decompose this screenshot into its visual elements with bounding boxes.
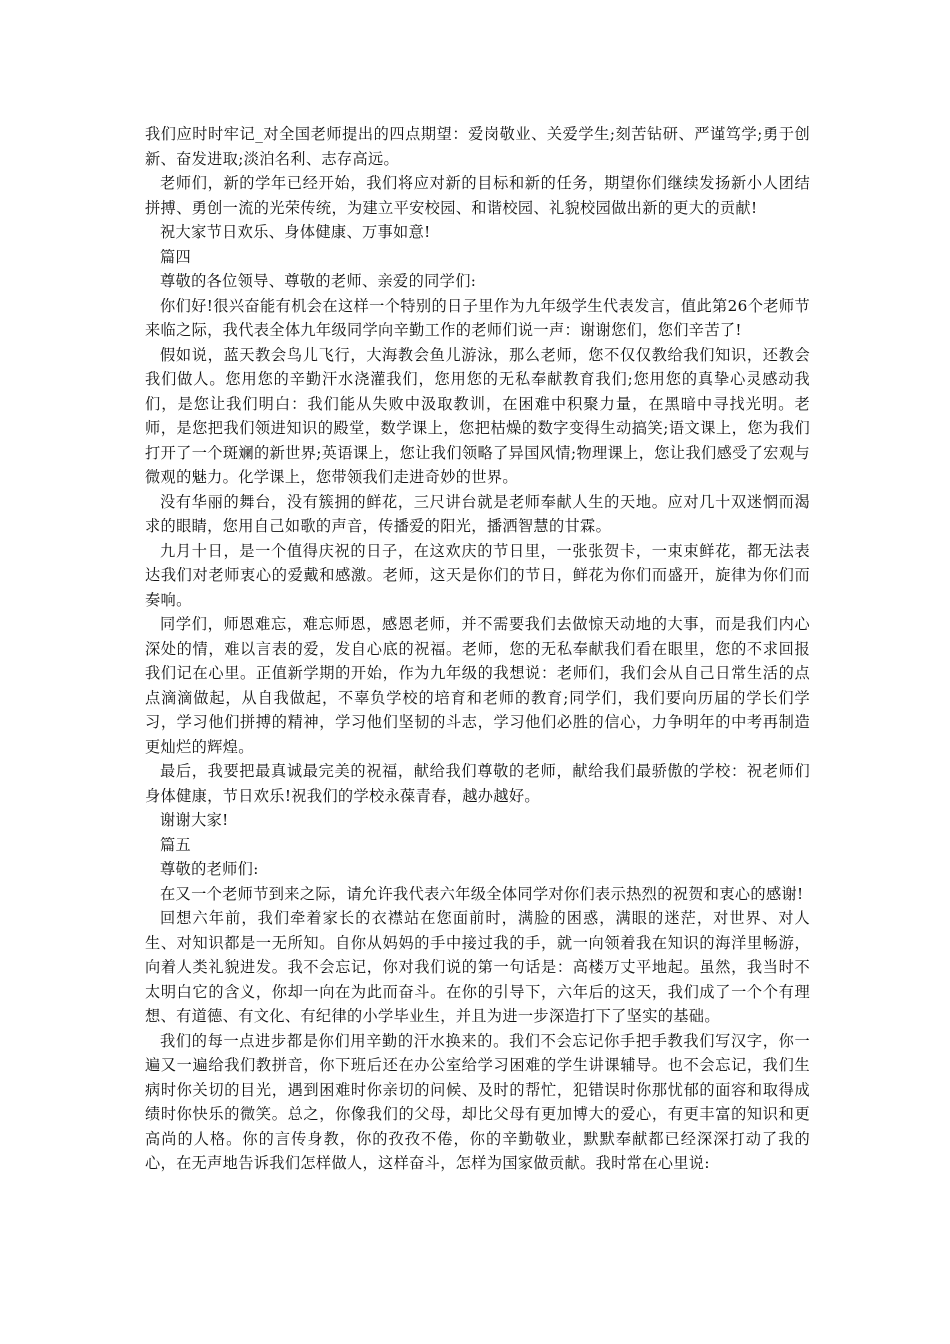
paragraph: 没有华丽的舞台，没有簇拥的鲜花，三尺讲台就是老师奉献人生的天地。应对几十双迷惘而渴求的眼睛，您用自己如歌的声音，传播爱的阳光，播洒智慧的甘霖。 <box>145 492 810 535</box>
paragraph: 九月十日，是一个值得庆祝的日子，在这欢庆的节日里，一张张贺卡，一束束鲜花，都无法表达我们对老师衷心的爱戴和感激。老师，这天是你们的节日，鲜花为你们而盛开，旋律为你们而奏响。 <box>145 541 810 609</box>
paragraph: 我们的每一点进步都是你们用辛勤的汗水换来的。我们不会忘记你手把手教我们写汉字，你一遍又一遍给我们教拼音，你下班后还在办公室给学习困难的学生讲课辅导。也不会忘记，我们生病时你关切的目光，遇到困难时你亲切的问候、及时的帮忙，犯错误时你那忧郁的面容和取得成绩时你快乐的微笑。总之，你像我们的父母，却比父母有更加博大的爱心，有更丰富的知识和更高尚的人格。你的言传身教，你的孜孜不倦，你的辛勤敬业，默默奉献都已经深深打动了我的心，在无声地告诉我们怎样做人，这样奋斗，怎样为国家做贡献。我时常在心里说: <box>145 1031 810 1172</box>
paragraph: 最后，我要把最真诚最完美的祝福，献给我们尊敬的老师，献给我们最骄傲的学校：祝老师们身体健康，节日欢乐!祝我们的学校永葆青春，越办越好。 <box>145 762 810 805</box>
paragraph: 我们应时时牢记_对全国老师提出的四点期望：爱岗敬业、关爱学生;刻苦钻研、严谨笃学;勇于创新、奋发进取;淡泊名利、志存高远。 <box>145 125 810 168</box>
paragraph: 回想六年前，我们牵着家长的衣襟站在您面前时，满脸的困惑，满眼的迷茫，对世界、对人生、对知识都是一无所知。自你从妈妈的手中接过我的手，就一向领着我在知识的海洋里畅游，向着人类礼貌进发。我不会忘记，你对我们说的第一句话是：高楼万丈平地起。虽然，我当时不太明白它的含义，你却一向在为此而奋斗。在你的引导下，六年后的这天，我们成了一个个有理想、有道德、有文化、有纪律的小学毕业生，并且为进一步深造打下了坚实的基础。 <box>145 909 810 1025</box>
section-heading: 篇四 <box>160 247 192 266</box>
paragraph: 同学们，师恩难忘，难忘师恩，感恩老师，并不需要我们去做惊天动地的大事，而是我们内心深处的情，难以言表的爱，发自心底的祝福。老师，您的无私奉献我们看在眼里，您的不求回报我们记在心里。正值新学期的开始，作为九年级的我想说：老师们，我们会从自己日常生活的点点滴滴做起，从自我做起，不辜负学校的培育和老师的教育;同学们，我们要向历届的学长们学习，学习他们拼搏的精神，学习他们坚韧的斗志，学习他们必胜的信心，力争明年的中考再制造更灿烂的辉煌。 <box>145 615 810 756</box>
paragraph: 在又一个老师节到来之际，请允许我代表六年级全体同学对你们表示热烈的祝贺和衷心的感谢! <box>160 884 804 903</box>
paragraph: 祝大家节日欢乐、身体健康、万事如意! <box>160 223 431 241</box>
document-page <box>145 122 810 1176</box>
salutation: 尊敬的老师们: <box>160 860 259 878</box>
section-heading: 篇五 <box>160 835 192 854</box>
paragraph: 假如说，蓝天教会鸟儿飞行，大海教会鱼儿游泳，那么老师，您不仅仅教给我们知识，还教会我们做人。您用您的辛勤汗水浇灌我们，您用您的无私奉献教育我们;您用您的真挚心灵感动我们，是您让我们明白：我们能从失败中汲取教训，在困难中积聚力量，在黑暗中寻找光明。老师，是您把我们领进知识的殿堂，数学课上，您把枯燥的数字变得生动搞笑;语文课上，您为我们打开了一个斑斓的新世界;英语课上，您让我们领略了异国风情;物理课上，您让我们感受了宏观与微观的魅力。化学课上，您带领我们走进奇妙的世界。 <box>145 345 810 486</box>
paragraph: 你们好!很兴奋能有机会在这样一个特别的日子里作为九年级学生代表发言，值此第26个老师节来临之际，我代表全体九年级同学向辛勤工作的老师们说一声：谢谢您们，您们辛苦了! <box>145 296 810 339</box>
salutation: 尊敬的各位领导、尊敬的老师、亲爱的同学们: <box>160 272 477 290</box>
closing-line: 谢谢大家! <box>160 811 229 829</box>
paragraph: 老师们，新的学年已经开始，我们将应对新的目标和新的任务，期望你们继续发扬新小人团结拼搏、勇创一流的光荣传统，为建立平安校园、和谐校园、礼貌校园做出新的更大的贡献! <box>145 174 810 217</box>
